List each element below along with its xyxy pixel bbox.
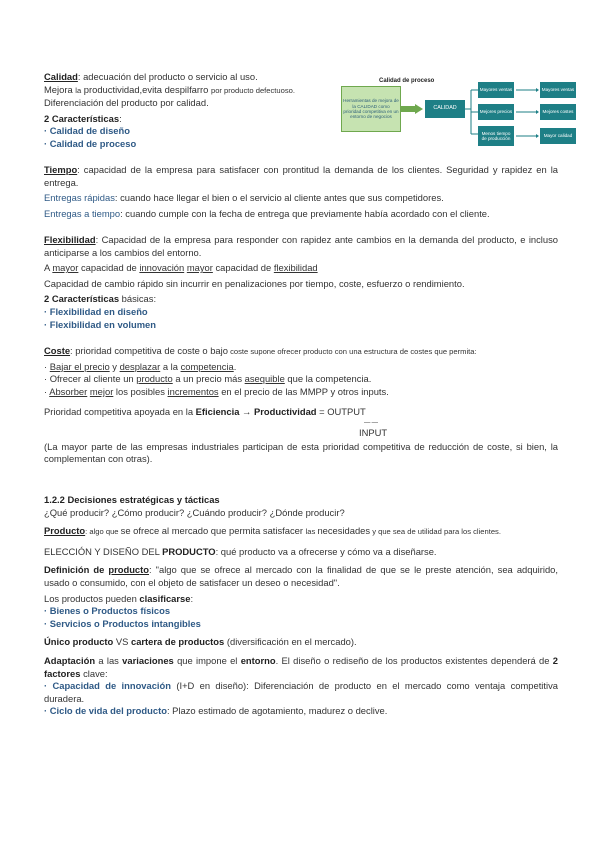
list-item: · Bienes o Productos físicos [44, 605, 171, 617]
entregas-rapidas-label: Entregas rápidas [44, 192, 115, 204]
calidad-heading: : [119, 112, 122, 124]
list-item: · Servicios o Productos intangibles [44, 617, 201, 629]
unico-line: Único producto VS cartera de productos (diversificación en el mercado). [44, 636, 357, 648]
tiempo-section [44, 164, 558, 220]
diagram-right-box: Mejores costes [540, 104, 576, 120]
entregas-tiempo-label: Entregas a tiempo [44, 207, 121, 219]
flex-heading: 2 Características [44, 293, 120, 305]
calidad-text: Mejora [44, 83, 73, 95]
questions: ¿Qué producir? ¿Cómo producir? ¿Cuándo producir? ¿Dónde producir? [44, 506, 345, 518]
adaptacion-text: Adaptación a las variaciones que impone el entorno. El diseño o rediseño de los productos existentes dependerá de 2 factores clave: [44, 654, 559, 679]
flexibilidad-term: Flexibilidad [44, 234, 96, 245]
entregas-rapidas-text: : cuando hace llegar el bien o el servicio al cliente antes que sus competidores. [114, 192, 444, 204]
eleccion-line: ELECCIÓN Y DISEÑO DEL PRODUCTO: qué producto va a ofrecerse y cómo va a diseñarse. [44, 545, 437, 557]
mayor-line: A mayor capacidad de innovación mayor capacidad de flexibilidad [44, 262, 318, 274]
calidad-section [44, 71, 344, 151]
decisiones-section [44, 494, 558, 718]
list-item: · Calidad de proceso [44, 137, 137, 149]
list-item: · Flexibilidad en diseño [44, 305, 148, 317]
diagram-title: Calidad de proceso [379, 78, 435, 84]
definicion-producto: Definición de producto: "algo que se ofrece al mercado con la finalidad de que se le preste atención, sea adquirido, usado o consumido, con el objeto de satisfacer un deseo o necesidad". [44, 564, 558, 588]
calidad-text: la [75, 85, 82, 95]
coste-bullet: · Absorber mejor los posibles incrementos en el precio de las MMPP y otros inputs. [44, 385, 389, 397]
calidad-text: Diferenciación del producto por calidad. [44, 97, 209, 109]
diagram-mid-box: Mejores precios [478, 104, 514, 120]
flex-heading: básicas: [119, 293, 157, 305]
coste-note: (La mayor parte de las empresas industriales participan de esta prioridad competitiva de reducción de coste, si bien, la complementan con otras). [44, 440, 558, 465]
calidad-heading: 2 Características [44, 112, 120, 124]
diagram-mid-box: Menos tiempo de producción [478, 126, 514, 146]
calidad-text: productividad,evita despilfarro [83, 83, 209, 95]
calidad-def: : adecuación del producto o servicio al uso. [77, 71, 258, 82]
coste-bullet: · Ofrecer al cliente un producto a un precio más asequible que la competencia. [44, 373, 372, 385]
coste-def: coste supone ofrecer producto con una estructura de costes que permita: [227, 347, 477, 356]
prioridad-line: Prioridad competitiva apoyada en la Eficiencia → Productividad = OUTPUT [44, 406, 366, 418]
calidad-diagram [341, 78, 599, 152]
diagram-arrows [514, 78, 540, 152]
diagram-connectors [465, 78, 479, 152]
entregas-tiempo-text: : cuando cumple con la fecha de entrega que previamente había acordado con el cliente. [120, 207, 490, 219]
list-item: · Flexibilidad en volumen [44, 318, 156, 330]
tiempo-def: : capacidad de la empresa para satisfacer con prontitud la demanda de los clientes. Seguridad y rapidez en la entrega. [44, 164, 558, 188]
diagram-left-box: Herramientas de mejora de la CALIDAD como prioridad competitiva en un entorno de negocios [341, 86, 401, 132]
coste-def: : prioridad competitiva de coste o bajo [70, 345, 228, 356]
section-heading: 1.2.2 Decisiones estratégicas y tácticas [44, 494, 220, 505]
cambio-text: Capacidad de cambio rápido sin incurrir en penalizaciones por tiempo, coste, esfuerzo o rendimiento. [44, 277, 465, 289]
coste-section [44, 345, 558, 466]
calidad-text: por producto defectuoso. [210, 85, 295, 95]
flexibilidad-def: : Capacidad de la empresa para responder con rapidez ante cambios en la demanda del producto, e incluso anticiparse a los cambios del entorno. [44, 234, 558, 258]
fraction-denominator: INPUT [359, 426, 388, 438]
arrow-right-icon [401, 104, 425, 114]
tiempo-term: Tiempo [44, 164, 78, 175]
list-item: · Calidad de diseño [44, 125, 130, 137]
flexibilidad-section [44, 234, 558, 331]
diagram-right-box: Mayor calidad [540, 128, 576, 144]
coste-term: Coste [44, 345, 71, 356]
calidad-term: Calidad [44, 71, 78, 82]
factor-item: · Ciclo de vida del producto: Plazo estimado de agotamiento, madurez o declive. [44, 705, 388, 717]
coste-bullet: · Bajar el precio y desplazar a la competencia. [44, 360, 237, 372]
fraction-bar: —·— [364, 419, 378, 426]
clasificar-line: Los productos pueden clasificarse: [44, 592, 194, 604]
diagram-mid-box: Mayores ventas [478, 82, 514, 98]
factor-item: · Capacidad de innovación (I+D en diseño): Diferenciación de producto en el mercado como ventaja competitiva duradera. [44, 680, 558, 704]
producto-def-line: Producto: algo que se ofrece al mercado que permita satisfacer las necesidades y que sea de utilidad para los clientes. [44, 525, 501, 537]
diagram-right-box: Mayores ventas [540, 82, 576, 98]
diagram-center-box: CALIDAD [425, 100, 465, 118]
